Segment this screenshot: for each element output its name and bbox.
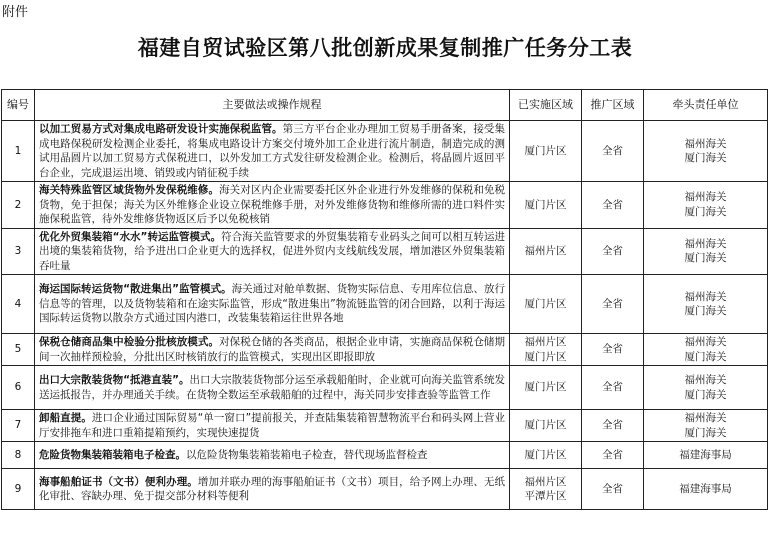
promotion-area-cell: 全省 — [582, 121, 644, 182]
promotion-area-cell: 全省 — [582, 275, 644, 334]
lead-unit-name: 福州海关 — [684, 191, 727, 204]
practice-cell — [35, 275, 510, 334]
col-header-practice: 主要做法或操作规程 — [35, 90, 510, 121]
lead-unit-name: 福州海关 — [684, 336, 727, 348]
practice-title: 危险货物集装箱装箱电子检查。 — [39, 448, 186, 461]
practice-cell — [35, 442, 510, 469]
row-number: 9 — [2, 469, 35, 510]
table-row — [2, 275, 768, 334]
lead-unit-cell — [644, 228, 768, 275]
practice-title: 以加工贸易方式对集成电路研发设计实施保税监管。 — [39, 123, 283, 135]
table-row — [2, 334, 768, 366]
lead-unit-name: 福州海关 — [684, 237, 727, 250]
table-row — [2, 366, 768, 410]
lead-unit-name: 厦门海关 — [684, 252, 727, 265]
lead-unit-name: 福建海事局 — [679, 482, 732, 495]
document-title: 福建自贸试验区第八批创新成果复制推广任务分工表 — [137, 35, 633, 60]
attachment-label: 附件 — [2, 5, 29, 20]
col-header-implemented-area: 已实施区域 — [510, 90, 582, 121]
practice-cell — [35, 121, 510, 182]
practice-detail: 海关对区内企业需要委托区外企业进行外发维修的保税和免税货物，免于担保；海关为区外维修企业设立保税维修手册，对外发维修货物和维修所需的进口料件实施保税监管，待外发维修货物返区后予以免税核销 — [39, 184, 506, 225]
col-header-lead-unit: 牵头责任单位 — [644, 90, 768, 121]
promotion-area-cell: 全省 — [582, 442, 644, 469]
practice-cell — [35, 469, 510, 510]
implemented-area-cell: 福州片区 平潭片区 — [510, 469, 582, 510]
table-row — [2, 182, 768, 229]
row-number: 3 — [2, 228, 35, 275]
practice-detail: 增加并联办理的海事船舶证书（文书）项目，给予网上办理、无纸化审批、容缺办理、免于提交部分材料等便利 — [39, 475, 506, 502]
row-number: 4 — [2, 275, 35, 334]
practice-detail: 第三方平台企业办理加工贸易手册备案，接受集成电路保税研发检测企业委托，将集成电路设计方案交付境外加工企业进行流片制造，制造完成的测试用晶圆片以加工贸易方式保税进口，以外发加工方式发往研发检测企业。检测后，将晶圆片返回平台企业，完成退运出境、销毁或内销征税手续 — [39, 123, 506, 179]
promotion-area-cell: 全省 — [582, 410, 644, 442]
practice-cell — [35, 182, 510, 229]
promotion-area-cell: 全省 — [582, 228, 644, 275]
practice-title: 海运国际转运货物“散进集出”监管模式。 — [39, 283, 232, 296]
row-number: 7 — [2, 410, 35, 442]
promotion-area-cell: 全省 — [582, 334, 644, 366]
lead-unit-name: 厦门海关 — [684, 388, 727, 401]
lead-unit-cell — [644, 442, 768, 469]
lead-unit-name: 福州海关 — [684, 290, 727, 303]
implemented-area-cell: 厦门片区 — [510, 182, 582, 229]
implemented-area-cell: 福州片区 厦门片区 — [510, 334, 582, 366]
lead-unit-cell — [644, 275, 768, 334]
implemented-area-cell: 厦门片区 — [510, 366, 582, 410]
row-number: 2 — [2, 182, 35, 229]
implemented-area-cell: 福州片区 — [510, 228, 582, 275]
implemented-area-cell: 厦门片区 — [510, 121, 582, 182]
practice-detail: 进口企业通过国际贸易“单一窗口”提前报关，并查陆集装箱智慧物流平台和码头网上营业厅安排拖车和进口重箱提箱预约，实现快速提货 — [39, 412, 505, 439]
practice-detail: 符合海关监管要求的外贸集装箱专业码头之间可以相互转运进出境的集装箱货物，给予进出口企业更大的选择权，促进外贸内支线航线发展，增加港区外贸集装箱吞吐量 — [39, 230, 505, 272]
row-number: 1 — [2, 121, 35, 182]
promotion-area-cell: 全省 — [582, 469, 644, 510]
col-header-promotion-area: 推广区域 — [582, 90, 644, 121]
practice-detail: 海关通过对舱单数据、货物实际信息、专用库位信息、放行信息等的管理，以及货物装箱和在途实际监管，形成“散进集出”物流链监管的闭合回路，以利于海运国际转运货物以散杂方式通过国内港口，改装集装箱运往世界各地 — [39, 283, 505, 325]
lead-unit-cell — [644, 121, 768, 182]
practice-title: 海事船舶证书（文书）便利办理。 — [39, 475, 198, 488]
row-number: 8 — [2, 442, 35, 469]
lead-unit-cell — [644, 334, 768, 366]
practice-title: 出口大宗散装货物“抵港直装”。 — [39, 374, 190, 386]
promotion-area-cell: 全省 — [582, 366, 644, 410]
lead-unit-name: 厦门海关 — [684, 205, 727, 218]
practice-title: 优化外贸集装箱“水水”转运监管模式。 — [39, 230, 222, 243]
row-number: 5 — [2, 334, 35, 366]
practice-title: 保税仓储商品集中检验分批核放模式。 — [39, 336, 220, 348]
promotion-area-cell: 全省 — [582, 182, 644, 229]
table-row — [2, 442, 768, 469]
lead-unit-cell — [644, 366, 768, 410]
lead-unit-cell — [644, 182, 768, 229]
practice-title: 海关特殊监管区域货物外发保税维修。 — [39, 184, 220, 196]
lead-unit-name: 福建海事局 — [679, 448, 732, 461]
practice-cell — [35, 366, 510, 410]
lead-unit-cell — [644, 410, 768, 442]
practice-title: 卸船直提。 — [39, 412, 92, 424]
table-row — [2, 121, 768, 182]
row-number: 6 — [2, 366, 35, 410]
practice-cell — [35, 334, 510, 366]
table-row — [2, 410, 768, 442]
lead-unit-cell — [644, 469, 768, 510]
lead-unit-name: 厦门海关 — [684, 152, 727, 164]
implemented-area-cell: 厦门片区 — [510, 442, 582, 469]
practice-detail: 出口大宗散装货物部分运至承载船舶时，企业就可向海关监管系统发送运抵报告，并办理通关手续。在货物全数运至承载船舶的过程中，海关同步安排查验等监管工作 — [39, 374, 505, 401]
implemented-area-cell: 厦门片区 — [510, 410, 582, 442]
practice-cell — [35, 410, 510, 442]
table-header-row — [2, 90, 768, 121]
lead-unit-name: 福州海关 — [684, 412, 727, 424]
table-row — [2, 469, 768, 510]
practice-cell — [35, 228, 510, 275]
lead-unit-name: 厦门海关 — [684, 305, 727, 317]
col-header-number: 编号 — [2, 90, 35, 121]
lead-unit-name: 福州海关 — [684, 374, 727, 386]
lead-unit-name: 厦门海关 — [684, 350, 727, 363]
task-table — [1, 89, 768, 510]
implemented-area-cell: 厦门片区 — [510, 275, 582, 334]
practice-detail: 对保税仓储的各类商品，根据企业申请，实施商品保税仓储期间一次抽样预检验，分批出区时核销放行的监管模式，实现出区即报即放 — [39, 336, 506, 363]
lead-unit-name: 厦门海关 — [684, 426, 727, 439]
lead-unit-name: 福州海关 — [684, 137, 727, 150]
table-row — [2, 228, 768, 275]
practice-detail: 以危险货物集装箱装箱电子检查，替代现场监督检查 — [186, 448, 428, 461]
